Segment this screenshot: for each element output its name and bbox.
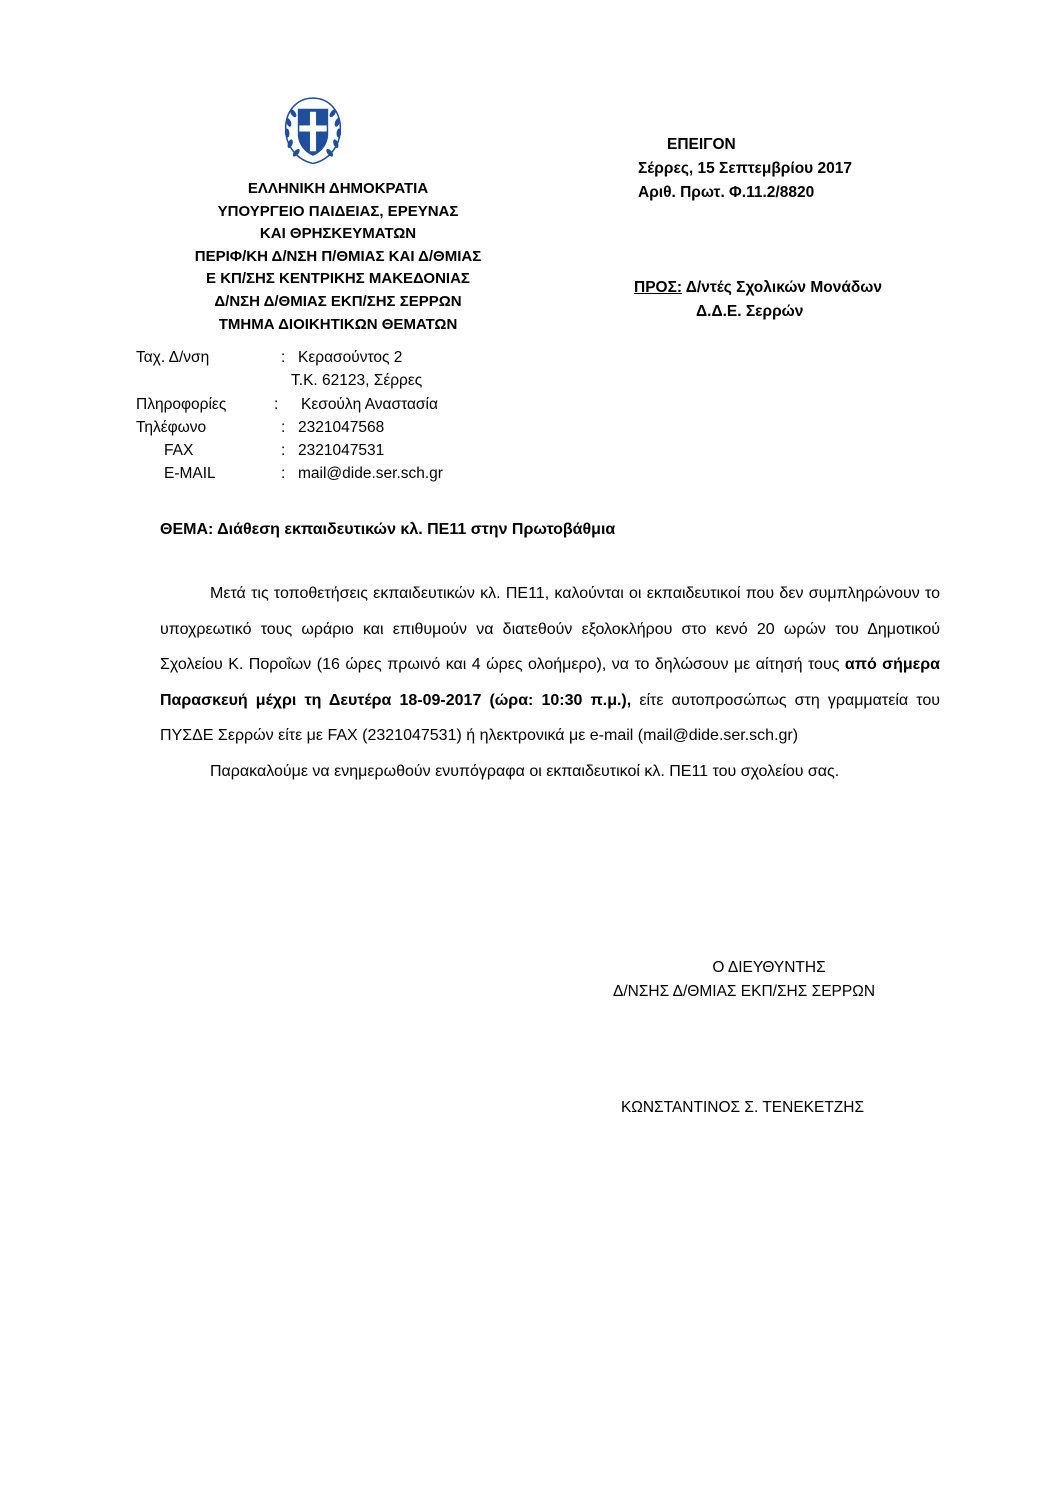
email-value: mail@dide.ser.sch.gr xyxy=(298,465,443,483)
separator: : xyxy=(274,395,279,413)
greek-state-emblem-icon xyxy=(275,92,351,168)
recipient-block xyxy=(634,276,882,324)
separator: : xyxy=(281,442,286,460)
authority-line: Ε ΚΠ/ΣΗΣ ΚΕΝΤΡΙΚΗΣ ΜΑΚΕΔΟΝΙΑΣ xyxy=(206,270,470,288)
separator: : xyxy=(281,418,286,436)
body-paragraph-1 xyxy=(160,576,940,754)
authority-line: ΥΠΟΥΡΓΕΙΟ ΠΑΙΔΕΙΑΣ, ΕΡΕΥΝΑΣ xyxy=(217,202,459,220)
phone-label: Τηλέφωνο xyxy=(136,418,207,436)
info-value: Κεσούλη Αναστασία xyxy=(301,395,438,413)
authority-line: ΤΜΗΜΑ ΔΙΟΙΚΗΤΙΚΩΝ ΘΕΜΑΤΩΝ xyxy=(218,315,458,333)
signatory-name: ΚΩΝΣΤΑΝΤΙΝΟΣ Σ. ΤΕΝΕΚΕΤΖΗΣ xyxy=(620,1099,865,1116)
authority-line: ΚΑΙ ΘΡΗΣΚΕΥΜΑΤΩΝ xyxy=(259,225,417,243)
body-p1-deadline: από σήμερα Παρασκευή μέχρι τη Δευτέρα 18-09-2017 (ώρα: 10:30 π.μ.), xyxy=(160,656,941,709)
signature-block xyxy=(560,956,928,1004)
info-label: Πληροφορίες xyxy=(136,395,227,413)
subject-line: ΘΕΜΑ: Διάθεση εκπαιδευτικών κλ. ΠΕ11 στην Πρωτοβάθμια xyxy=(160,521,616,538)
separator: : xyxy=(281,465,286,483)
address-line-2: Τ.Κ. 62123, Σέρρες xyxy=(291,372,423,390)
address-label: Ταχ. Δ/νση xyxy=(136,349,210,366)
signatory-title: Ο ΔΙΕΥΘΥΝΤΗΣ xyxy=(712,959,826,976)
signatory-department: Δ/ΝΣΗΣ Δ/ΘΜΙΑΣ ΕΚΠ/ΣΗΣ ΣΕΡΡΩΝ xyxy=(612,983,876,1000)
email-label: E-MAIL xyxy=(164,465,216,483)
body-paragraph-2: Παρακαλούμε να ενημερωθούν ενυπόγραφα οι εκπαιδευτικοί κλ. ΠΕ11 του σχολείου σας. xyxy=(210,762,840,780)
body-p1-end: είτε αυτοπροσώπως στη γραμματεία του ΠΥΣΔΕ Σερρών είτε με FAX (2321047531) ή ηλεκτρονικά με e-mail (mail@dide.ser.sch.gr) xyxy=(160,691,941,744)
document-meta xyxy=(638,133,852,205)
urgency-label: ΕΠΕΙΓΟΝ xyxy=(667,136,736,153)
body-p1-start: Μετά τις τοποθετήσεις εκπαιδευτικών κλ. ΠΕ11, καλούνται οι εκπαιδευτικοί που δεν συμπληρώνουν το υποχρεωτικό τους ωράριο και επιθυμούν να διατεθούν εξολοκλήρου στο κενό 20 ωρών του Δημοτικού Σχολείου Κ. Ποροΐων (16 ώρες πρωινό και 4 ώρες ολοήμερο), να το δηλώσουν με αίτησή τους xyxy=(160,585,940,673)
recipient-label: ΠΡΟΣ: xyxy=(634,279,683,296)
protocol-number: Αριθ. Πρωτ. Φ.11.2/8820 xyxy=(638,184,815,201)
separator: : xyxy=(281,349,286,366)
phone-value: 2321047568 xyxy=(298,418,385,436)
authority-line: ΠΕΡΙΦ/ΚΗ Δ/ΝΣΗ Π/ΘΜΙΑΣ ΚΑΙ Δ/ΘΜΙΑΣ xyxy=(194,247,482,265)
recipient-line-2: Δ.Δ.Ε. Σερρών xyxy=(696,303,804,320)
authority-line: Δ/ΝΣΗ Δ/ΘΜΙΑΣ ΕΚΠ/ΣΗΣ ΣΕΡΡΩΝ xyxy=(214,292,462,310)
fax-label: FAX xyxy=(164,442,194,460)
authority-line: ΕΛΛΗΝΙΚΗ ΔΗΜΟΚΡΑΤΙΑ xyxy=(247,180,429,197)
fax-value: 2321047531 xyxy=(298,442,385,460)
address-value: Κερασούντος 2 xyxy=(298,349,403,366)
document-date: Σέρρες, 15 Σεπτεμβρίου 2017 xyxy=(638,160,852,177)
issuing-authority xyxy=(150,178,526,336)
recipient-line-1: Δ/ντές Σχολικών Μονάδων xyxy=(682,279,882,296)
letter-body xyxy=(160,576,940,789)
